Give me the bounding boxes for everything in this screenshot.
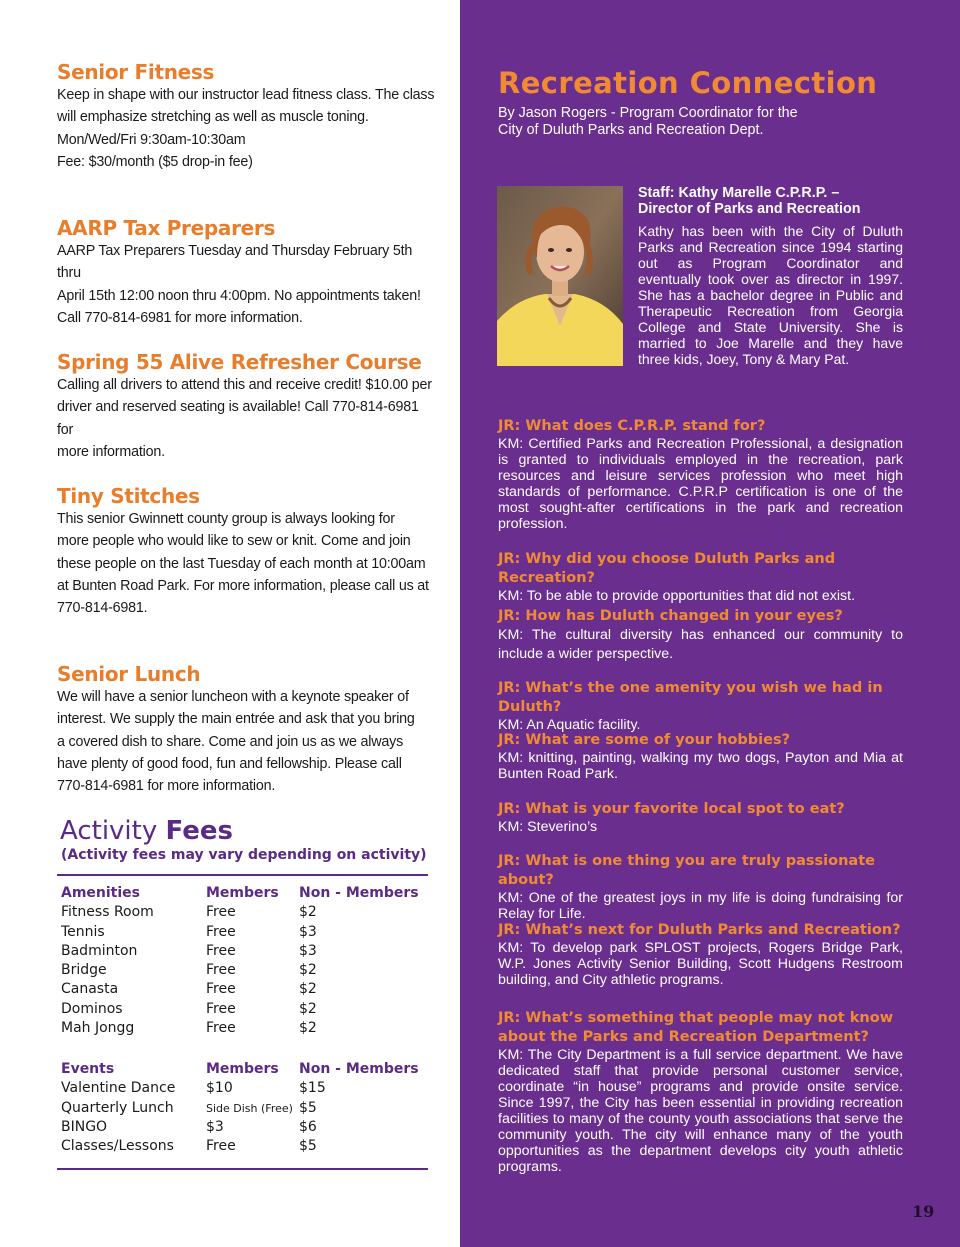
cell: $15 [299, 1080, 326, 1097]
cell: $3 [206, 1118, 224, 1135]
table-header [61, 1060, 431, 1079]
section-line: have plenty of good food, fun and fellowship. Please call [57, 755, 402, 772]
cell: $2 [299, 1020, 317, 1037]
question: JR: What’s something that people may not know about the Parks and Recreation Department? [498, 1010, 894, 1045]
section-line: This senior Gwinnett county group is always looking for [57, 511, 395, 527]
header-cell: Non - Members [299, 1061, 419, 1077]
cell: Free [206, 1138, 236, 1155]
section-line: Calling all drivers to attend this and receive credit! $10.00 per [57, 377, 432, 393]
cell: Free [206, 962, 236, 979]
section-title: Senior Fitness [57, 60, 215, 84]
section-line: more information. [57, 443, 165, 460]
answer: KM: To develop park SPLOST projects, Rogers Bridge Park, W.P. Jones Activity Senior Building, Scott Hudgens Restroom building, and City athletic programs. [498, 940, 903, 988]
qa-item [498, 921, 903, 988]
cell: Bridge [61, 962, 107, 979]
table-header [61, 884, 431, 903]
question: JR: What’s the one amenity you wish we had in Duluth? [498, 680, 883, 715]
table-row [61, 961, 431, 980]
section-line: Call 770-814-6981 for more information. [57, 309, 303, 326]
section-line: a covered dish to share. Come and join us as we always [57, 733, 404, 750]
answer: KM: The cultural diversity has enhanced our community to include a wider perspective. [498, 627, 903, 662]
section-aarp-tax [57, 216, 437, 329]
table-row [61, 903, 431, 922]
cell: Valentine Dance [61, 1080, 176, 1097]
section-line: will emphasize stretching as well as muscle toning. [57, 109, 369, 126]
header-cell: Members [206, 885, 279, 901]
table-row [61, 1079, 431, 1098]
page-title: Recreation Connection [498, 66, 878, 100]
page-number: 19 [912, 1202, 935, 1221]
fees-top-rule [57, 874, 428, 876]
section-line: 770-814-6981. [57, 600, 148, 617]
section-line: 770-814-6981 for more information. [57, 778, 276, 795]
cell: $5 [299, 1099, 317, 1116]
fees-title-b: Fees [165, 816, 233, 846]
qa-item [498, 800, 903, 835]
section-line: driver and reserved seating is available! Call 770-814-6981 for [57, 399, 419, 438]
question: JR: What are some of your hobbies? [498, 732, 791, 748]
section-line: Mon/Wed/Fri 9:30am-10:30am [57, 131, 246, 148]
cell: Quarterly Lunch [61, 1099, 174, 1116]
answer: KM: To be able to provide opportunities that did not exist. [498, 588, 856, 604]
staff-name-line: Director of Parks and Recreation [638, 201, 861, 217]
byline-line: By Jason Rogers - Program Coordinator for the [498, 105, 798, 121]
header-cell: Events [61, 1061, 115, 1077]
cell: Free [206, 1000, 236, 1017]
cell: $3 [299, 942, 317, 959]
qa-item [498, 1009, 903, 1175]
section-line: Fee: $30/month ($5 drop-in fee) [57, 153, 253, 170]
section-title: Spring 55 Alive Refresher Course [57, 350, 422, 374]
cell: Free [206, 1020, 236, 1037]
qa-item [498, 417, 903, 532]
table-row [61, 1137, 431, 1156]
cell: BINGO [61, 1118, 108, 1135]
cell: Dominos [61, 1000, 123, 1017]
cell: $10 [206, 1080, 233, 1097]
events-table [61, 1060, 431, 1156]
header-cell: Amenities [61, 885, 141, 901]
table-row [61, 1118, 431, 1137]
cell: $6 [299, 1118, 317, 1135]
cell: Fitness Room [61, 904, 154, 921]
qa-item [498, 550, 903, 604]
question: JR: Why did you choose Duluth Parks and Recreation? [498, 551, 836, 586]
cell: Side Dish (Free) [206, 1101, 293, 1115]
header-cell: Members [206, 1061, 279, 1077]
fees-subtitle: (Activity fees may vary depending on activity) [61, 847, 427, 863]
fees-bottom-rule [57, 1168, 428, 1170]
qa-item [498, 607, 903, 664]
table-row [61, 1000, 431, 1019]
portrait-illustration [497, 186, 623, 366]
cell: Tennis [61, 923, 105, 940]
table-row [61, 942, 431, 961]
section-line: We will have a senior luncheon with a keynote speaker of [57, 689, 409, 705]
question: JR: What is your favorite local spot to eat? [498, 801, 845, 817]
section-tiny-stitches [57, 484, 437, 619]
section-title: AARP Tax Preparers [57, 216, 276, 240]
cell: Free [206, 981, 236, 998]
answer: KM: The City Department is a full service department. We have dedicated staff that provide personal customer service, coordinate “in house” programs and provide onsite service. Since 1997, the City has been essential in providing recreation facilities to many of the county youth associations that serve the community youth. The city will enhance many of the youth opportunities as the department develops city youth athletic programs. [498, 1047, 903, 1175]
section-line: Keep in shape with our instructor lead fitness class. The class [57, 87, 435, 103]
byline [498, 105, 898, 139]
fees-title-a: Activity [60, 816, 166, 846]
staff-name [638, 185, 903, 217]
cell: $2 [299, 1000, 317, 1017]
section-title: Senior Lunch [57, 662, 201, 686]
table-row [61, 923, 431, 942]
fees-title [60, 815, 233, 847]
section-line: AARP Tax Preparers Tuesday and Thursday February 5th thru [57, 243, 413, 282]
question: JR: What’s next for Duluth Parks and Recreation? [498, 922, 901, 938]
cell: $3 [299, 923, 317, 940]
right-column [460, 0, 960, 1247]
left-column [0, 0, 460, 1247]
answer: KM: knitting, painting, walking my two dogs, Payton and Mia at Bunten Road Park. [498, 750, 903, 782]
section-title: Tiny Stitches [57, 484, 200, 508]
question: JR: What is one thing you are truly passionate about? [498, 853, 875, 888]
qa-item [498, 731, 903, 782]
section-line: April 15th 12:00 noon thru 4:00pm. No appointments taken! [57, 287, 421, 304]
cell: $2 [299, 904, 317, 921]
staff-bio: Kathy has been with the City of Duluth Parks and Recreation since 1994 starting out as Program Coordinator and eventually took over as director in 1997. She has a bachelor degree in Public and Therapeutic Recreation from Georgia College and State University. She is married to Joe Marelle and they have three kids, Joey, Tony & Mary Pat. [638, 223, 903, 367]
amenities-table [61, 884, 431, 1038]
table-row [61, 980, 431, 999]
staff-photo [497, 186, 623, 366]
section-line: more people who would like to sew or knit. Come and join [57, 533, 411, 550]
table-row [61, 1099, 431, 1118]
cell: $2 [299, 962, 317, 979]
cell: Badminton [61, 942, 138, 959]
cell: Free [206, 942, 236, 959]
header-cell: Non - Members [299, 885, 419, 901]
cell: Canasta [61, 981, 119, 998]
qa-item [498, 679, 903, 733]
section-line: interest. We supply the main entrée and ask that you bring [57, 711, 415, 728]
cell: $2 [299, 981, 317, 998]
answer: KM: An Aquatic facility. [498, 717, 641, 733]
section-spring-55 [57, 350, 437, 463]
staff-name-line: Staff: Kathy Marelle C.P.R.P. – [638, 185, 840, 201]
qa-item [498, 852, 903, 922]
byline-line: City of Duluth Parks and Recreation Dept. [498, 122, 764, 138]
cell: Mah Jongg [61, 1020, 135, 1037]
question: JR: What does C.P.R.P. stand for? [498, 418, 766, 434]
answer: KM: Steverino’s [498, 819, 598, 835]
answer: KM: Certified Parks and Recreation Professional, a designation is granted to individuals employed in the recreation, park resources and leisure services profession who meet high standards of performance. C.P.R.P certification is one of the most sought-after certifications in the park and recreation profession. [498, 436, 903, 532]
table-row [61, 1019, 431, 1038]
section-line: these people on the last Tuesday of each month at 10:00am [57, 555, 426, 572]
cell: Classes/Lessons [61, 1138, 174, 1155]
answer: KM: One of the greatest joys in my life is doing fundraising for Relay for Life. [498, 890, 903, 922]
section-senior-fitness [57, 60, 437, 173]
cell: Free [206, 904, 236, 921]
question: JR: How has Duluth changed in your eyes? [498, 608, 843, 624]
section-line: at Bunten Road Park. For more information, please call us at [57, 577, 429, 594]
section-senior-lunch [57, 662, 437, 797]
cell: Free [206, 923, 236, 940]
cell: $5 [299, 1138, 317, 1155]
